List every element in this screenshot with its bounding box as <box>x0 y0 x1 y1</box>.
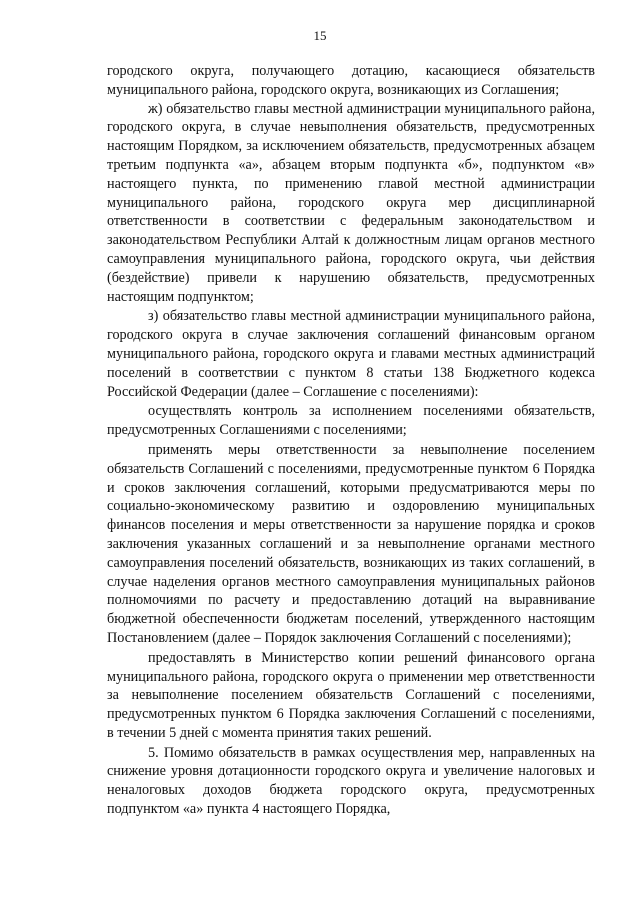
paragraph-responsibility-measures: применять меры ответственности за невыполнение поселением обязательств Соглашений с поселениями, предусмотренные пунктом 6 Порядка и сроков заключения соглашений, которыми предусматриваются меры по социально-экономическому развитию и оздоровлению муниципальных финансов поселения и меры ответственности за нарушение порядка и сроков заключения указанных соглашений и за невыполнение органами местного самоуправления поселений обязательств, возникающих из таких соглашений, в случае наделения органов местного самоуправления муниципальных районов полномочиями по расчету и предоставлению дотаций на выравнивание бюджетной обеспеченности бюджетам поселений, утвержденного настоящим Постановлением (далее – Порядок заключения Соглашений с поселениями); <box>107 441 595 646</box>
paragraph-item-5: 5. Помимо обязательств в рамках осуществления мер, направленных на снижение уровня дотационности городского округа и увеличение налоговых и неналоговых доходов бюджета городского округа, предусмотренных подпунктом «а» пункта 4 настоящего Порядка, <box>107 744 595 818</box>
paragraph-continuation: городского округа, получающего дотацию, касающиеся обязательств муниципального района, городского округа, возникающих из Соглашения; <box>107 63 595 98</box>
document-body <box>107 62 595 819</box>
page-number: 15 <box>313 28 327 43</box>
paragraph-zh-obligation: ж) обязательство главы местной администрации муниципального района, городского округа, в случае невыполнения обязательств, предусмотренных настоящим Порядком, за исключением обязательств, предусмотренных абзацем третьим подпункта «а», абзацем вторым подпункта «б», подпунктом «в» настоящего пункта, по применению главой местной администрации муниципального района, городского округа мер дисциплинарной ответственности в соответствии с федеральным законодательством и законодательством Республики Алтай к должностным лицам органов местного самоуправления муниципального района, городского округа, чьи действия (бездействие) привели к нарушению обязательств, предусмотренных настоящим подпунктом; <box>107 100 595 305</box>
paragraph-submit-copies: предоставлять в Министерство копии решений финансового органа муниципального района, городского округа о применении мер ответственности за невыполнение поселением обязательств Соглашений с поселениями, предусмотренных пунктом 6 Порядка заключения Соглашений с поселениями, в течении 5 дней с момента принятия таких решений. <box>107 649 595 741</box>
paragraph-control: осуществлять контроль за исполнением поселениями обязательств, предусмотренных Соглашениями с поселениями; <box>107 403 595 439</box>
paragraph-z-obligation: з) обязательство главы местной администрации муниципального района, городского округа в случае заключения соглашений финансовым органом муниципального района, городского округа и главами местных администраций поселений в соответствии с пунктом 8 статьи 138 Бюджетного кодекса Российской Федерации (далее – Соглашение с поселениями): <box>107 308 595 400</box>
